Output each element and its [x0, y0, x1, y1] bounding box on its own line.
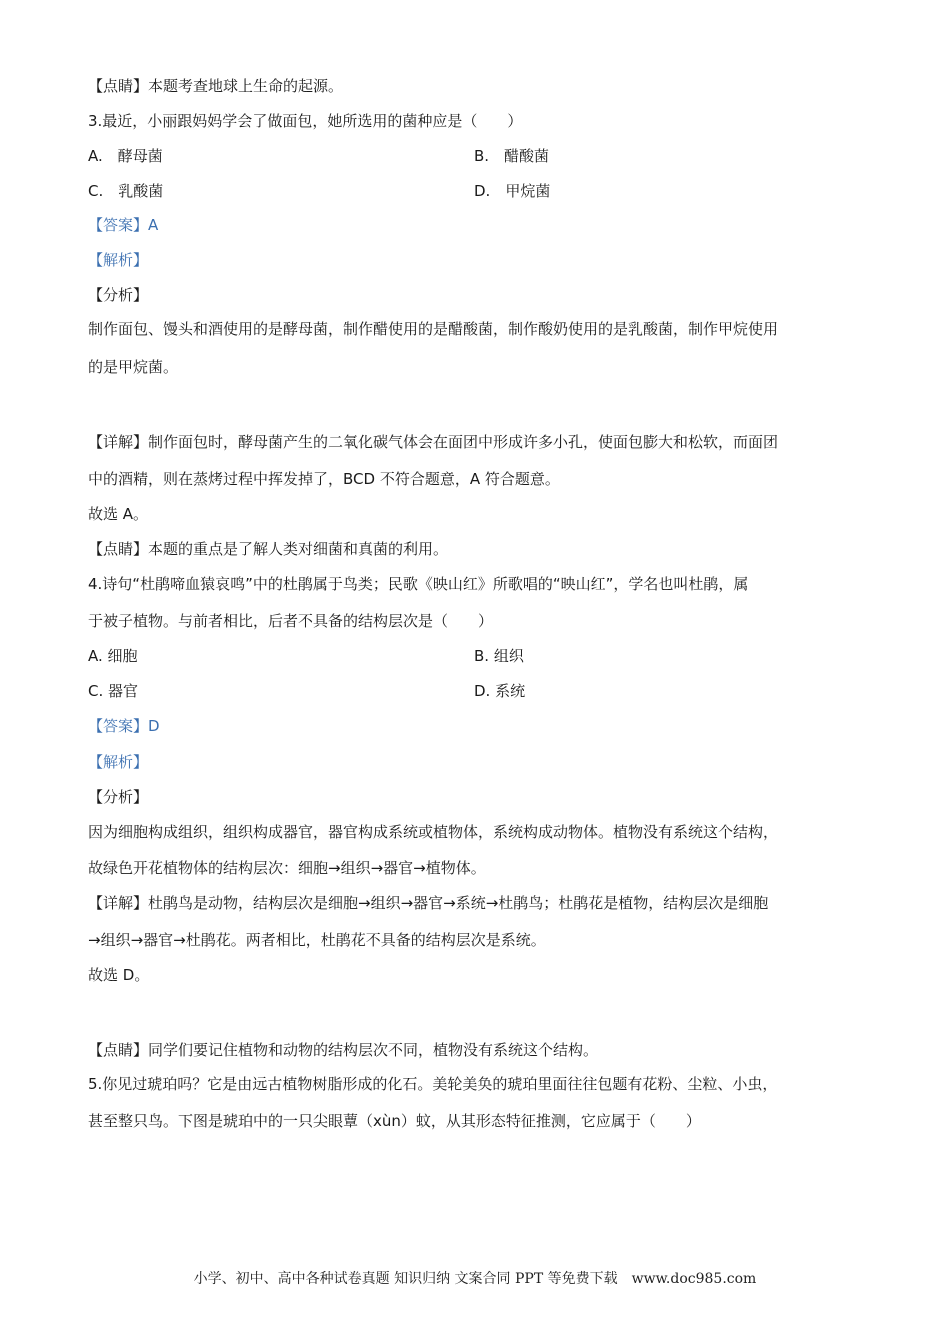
question-5-stem-line-2: 甚至整只鸟。下图是琥珀中的一只尖眼蕈（xùn）蚊，从其形态特征推测，它应属于（ ） — [88, 1112, 701, 1130]
q4-fenxi-line-1: 因为细胞构成组织，组织构成器官，器官构成系统或植物体，系统构成动物体。植物没有系统这个结构， — [88, 823, 779, 841]
q3-xiangjie-line-2: 中的酒精，则在蒸烤过程中挥发掉了，BCD 不符合题意，A 符合题意。 — [88, 470, 560, 488]
q3-answer: 【答案】A — [88, 216, 159, 234]
q4-option-a: A. 细胞 — [88, 647, 138, 665]
q3-option-a: A. 酵母菌 — [88, 147, 163, 165]
q4-option-b: B. 组织 — [474, 647, 524, 665]
q4-option-c: C. 器官 — [88, 682, 139, 700]
q4-xiangjie-line-1: 【详解】杜鹃鸟是动物，结构层次是细胞→组织→器官→系统→杜鹃鸟；杜鹃花是植物，结构层次是细胞 — [88, 894, 769, 912]
q4-fenxi-line-2: 故绿色开花植物体的结构层次：细胞→组织→器官→植物体。 — [88, 859, 486, 877]
question-3-stem: 3.最近，小丽跟妈妈学会了做面包，她所选用的菌种应是（ ） — [88, 112, 523, 130]
q3-fenxi-label: 【分析】 — [88, 286, 149, 304]
q4-fenxi-label: 【分析】 — [88, 788, 149, 806]
q4-xiangjie-line-2: →组织→器官→杜鹃花。两者相比，杜鹃花不具备的结构层次是系统。 — [88, 931, 546, 949]
dianjing-note: 【点睛】本题考查地球上生命的起源。 — [88, 77, 344, 95]
question-5-stem-line-1: 5.你见过琥珀吗？它是由远古植物树脂形成的化石。美轮美奂的琥珀里面往往包题有花粉、尘粒、小虫， — [88, 1075, 778, 1093]
q4-answer: 【答案】D — [88, 717, 160, 735]
question-4-stem-line-1: 4.诗句“杜鹃啼血猿哀鸣”中的杜鹃属于鸟类；民歌《映山红》所歌唱的“映山红”，学名也叫杜鹃，属 — [88, 575, 749, 593]
page-footer: 小学、初中、高中各种试卷真题 知识归纳 文案合同 PPT 等免费下载 www.doc985.com — [193, 1271, 757, 1287]
q3-xiangjie-line-1: 【详解】制作面包时，酵母菌产生的二氧化碳气体会在面团中形成许多小孔，使面包膨大和松软，而面团 — [88, 433, 779, 451]
q3-fenxi-line-1: 制作面包、馒头和酒使用的是酵母菌，制作醋使用的是醋酸菌，制作酸奶使用的是乳酸菌，制作甲烷使用 — [88, 320, 779, 338]
q3-option-c: C. 乳酸菌 — [88, 182, 164, 200]
q4-jiexi-label: 【解析】 — [88, 753, 149, 771]
q3-dianjing: 【点睛】本题的重点是了解人类对细菌和真菌的利用。 — [88, 540, 449, 558]
q4-option-d: D. 系统 — [474, 682, 526, 700]
q3-jiexi-label: 【解析】 — [88, 251, 149, 269]
q3-option-d: D. 甲烷菌 — [474, 182, 551, 200]
question-4-stem-line-2: 于被子植物。与前者相比，后者不具备的结构层次是（ ） — [88, 612, 494, 630]
q4-choice: 故选 D。 — [88, 966, 150, 984]
q3-option-b: B. 醋酸菌 — [474, 147, 550, 165]
q3-choice: 故选 A。 — [88, 505, 149, 523]
q4-dianjing: 【点睛】同学们要记住植物和动物的结构层次不同，植物没有系统这个结构。 — [88, 1041, 599, 1059]
q3-fenxi-line-2: 的是甲烷菌。 — [88, 358, 179, 376]
